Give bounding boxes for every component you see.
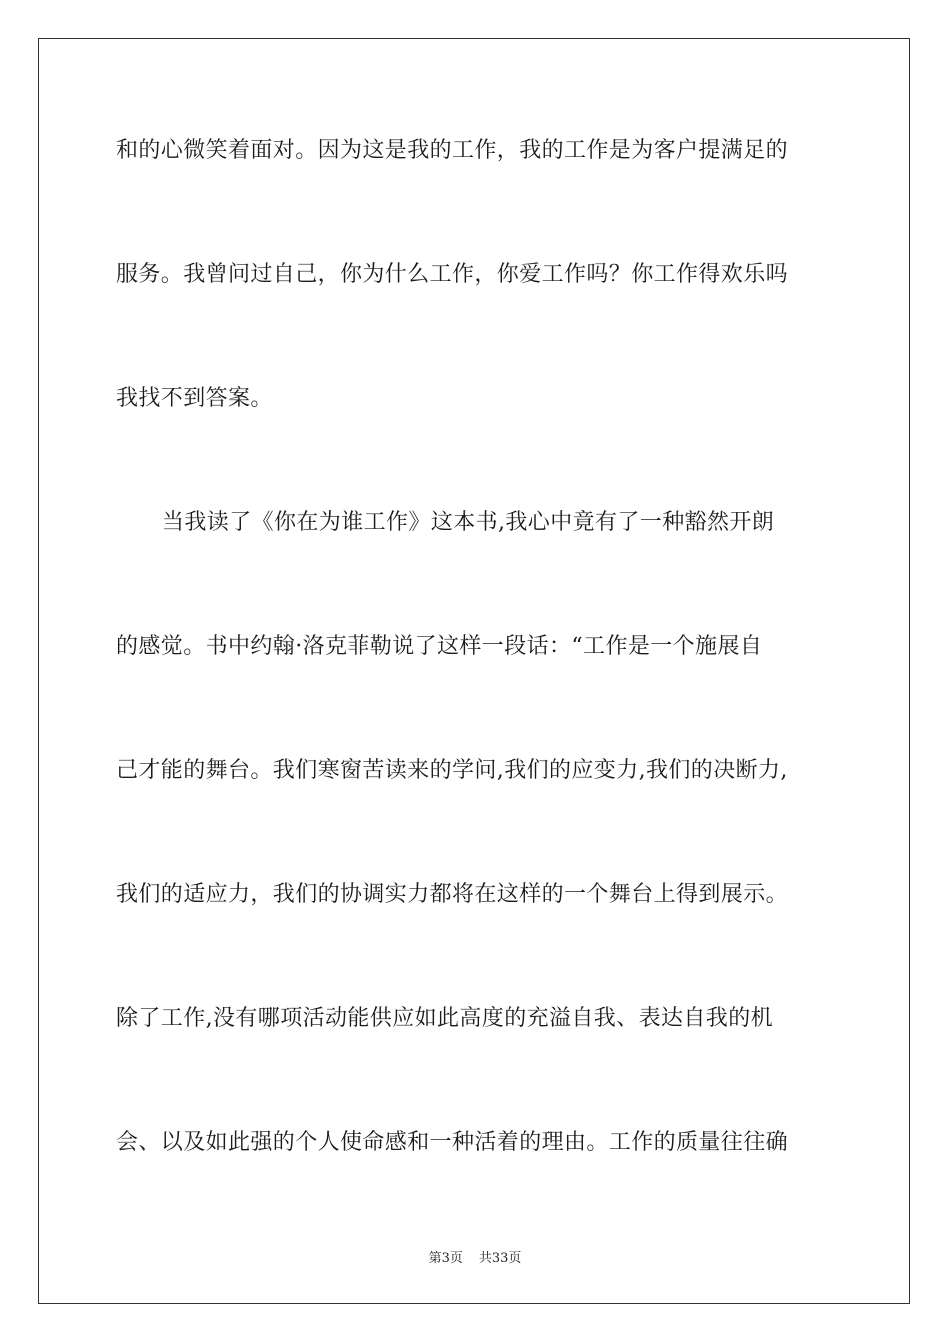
page-footer xyxy=(0,1247,950,1266)
paragraph-first-line: 当我读了《你在为谁工作》这本书,我心中竟有了一种豁然开朗 xyxy=(162,510,775,535)
total-pages: 共33页 xyxy=(478,1251,522,1266)
body-text-line: 会、以及如此强的个人使命感和一种活着的理由。工作的质量往往确 xyxy=(116,1130,789,1155)
body-text-line: 我们的适应力，我们的协调实力都将在这样的一个舞台上得到展示。 xyxy=(116,882,789,907)
body-text-line: 己才能的舞台。我们寒窗苦读来的学问,我们的应变力,我们的决断力, xyxy=(116,758,788,783)
body-text-line: 和的心微笑着面对。因为这是我的工作，我的工作是为客户提满足的 xyxy=(116,138,789,163)
body-text-line: 的感觉。书中约翰·洛克菲勒说了这样一段话：“工作是一个施展自 xyxy=(116,634,763,659)
page-number: 第3页 xyxy=(428,1251,463,1266)
body-text-line: 服务。我曾问过自己，你为什么工作，你爱工作吗？你工作得欢乐吗 xyxy=(116,262,789,287)
body-text-line: 除了工作,没有哪项活动能供应如此高度的充溢自我、表达自我的机 xyxy=(116,1006,773,1031)
body-text-line: 我找不到答案。 xyxy=(116,386,273,411)
page-frame xyxy=(38,38,910,1304)
